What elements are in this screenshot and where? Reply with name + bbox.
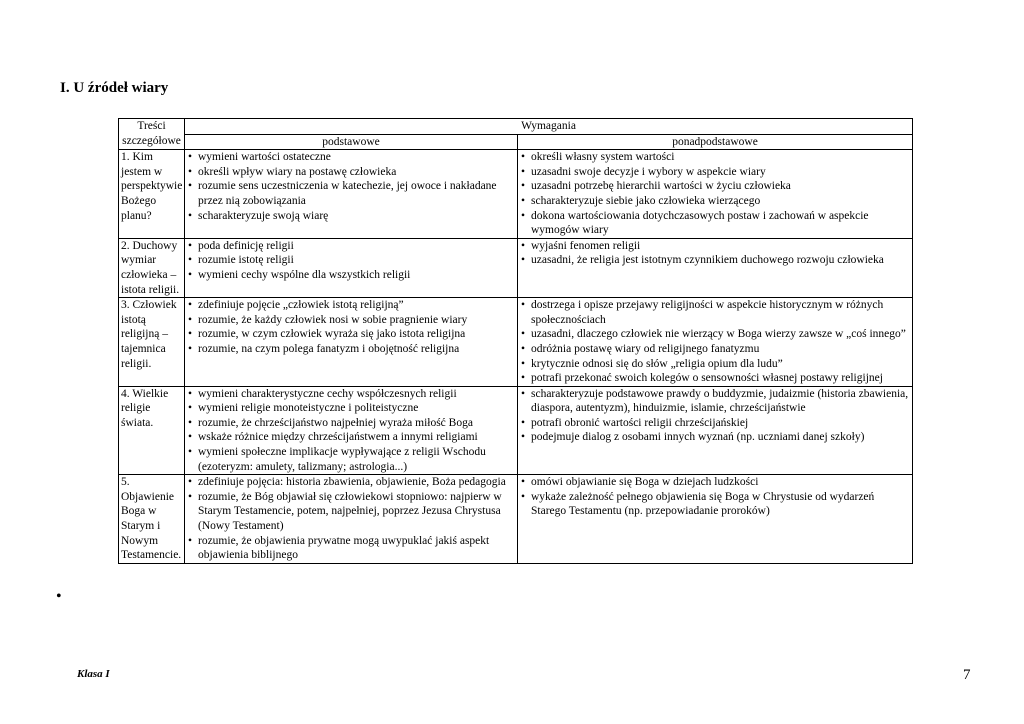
list-item: • dostrzega i opisze przejawy religijności w aspekcie historycznym w różnych społecznościach [520, 298, 910, 327]
list-item: • omówi objawianie się Boga w dziejach ludzkości [520, 475, 910, 490]
list-item: • wymieni cechy wspólne dla wszystkich religii [187, 268, 515, 283]
list-item: • zdefiniuje pojęcia: historia zbawienia, objawienie, Boża pedagogia [187, 475, 515, 490]
table-row [119, 238, 913, 297]
table-row [119, 150, 913, 239]
header-wymagania: Wymagania [185, 119, 913, 135]
advanced-cell [518, 386, 913, 475]
advanced-cell [518, 150, 913, 239]
list-item: • wymieni religie monoteistyczne i politeistyczne [187, 401, 515, 416]
advanced-cell [518, 298, 913, 387]
list-item: • uzasadni potrzebę hierarchii wartości w życiu człowieka [520, 179, 910, 194]
topic-cell: 2. Duchowy wymiar człowieka – istota religii. [119, 238, 185, 297]
header-podstawowe: podstawowe [185, 134, 518, 150]
basic-cell [185, 298, 518, 387]
advanced-cell [518, 475, 913, 564]
list-item: • potrafi obronić wartości religii chrześcijańskiej [520, 416, 910, 431]
list-item: • rozumie, na czym polega fanatyzm i obojętność religijna [187, 342, 515, 357]
list-item: • odróżnia postawę wiary od religijnego fanatyzmu [520, 342, 910, 357]
table-subheader-row [119, 134, 913, 150]
list-item: • krytycznie odnosi się do słów „religia opium dla ludu” [520, 357, 910, 372]
header-ponadpodstawowe: ponadpodstawowe [518, 134, 913, 150]
list-item: • zdefiniuje pojęcie „człowiek istotą religijną” [187, 298, 515, 313]
list-item: • określi własny system wartości [520, 150, 910, 165]
list-item: • scharakteryzuje podstawowe prawdy o buddyzmie, judaizmie (historia zbawienia, diaspora, autentyzm), hinduizmie, islamie, chrześcijaństwie [520, 387, 910, 416]
section-heading: I. U źródeł wiary [60, 80, 169, 96]
list-item: • poda definicję religii [187, 239, 515, 254]
list-item: • rozumie, że każdy człowiek nosi w sobie pragnienie wiary [187, 313, 515, 328]
table-header-row [119, 119, 913, 135]
basic-cell [185, 386, 518, 475]
topic-cell: 4. Wielkie religie świata. [119, 386, 185, 475]
list-item: • rozumie, że objawienia prywatne mogą uwypuklać jakiś aspekt objawienia biblijnego [187, 534, 515, 563]
list-item: • rozumie, że chrześcijaństwo najpełniej wyraża miłość Boga [187, 416, 515, 431]
list-item: • wskaże różnice między chrześcijaństwem a innymi religiami [187, 430, 515, 445]
list-item: • rozumie istotę religii [187, 253, 515, 268]
advanced-cell [518, 238, 913, 297]
list-item: • dokona wartościowania dotychczasowych postaw i zachowań w aspekcie wymogów wiary [520, 209, 910, 238]
list-item: • uzasadni, dlaczego człowiek nie wierzący w Boga wierzy zawsze w „coś innego” [520, 327, 910, 342]
basic-cell [185, 150, 518, 239]
requirements-table [118, 118, 913, 564]
list-item: • potrafi przekonać swoich kolegów o sensowności własnej postawy religijnej [520, 371, 910, 386]
footer-class-label: Klasa I [77, 668, 110, 680]
page-number: 7 [963, 667, 971, 683]
topic-cell: 3. Człowiek istotą religijną – tajemnica religii. [119, 298, 185, 387]
topic-cell: 1. Kim jestem w perspektywie Bożego planu? [119, 150, 185, 239]
table-row [119, 386, 913, 475]
list-item: • scharakteryzuje siebie jako człowieka wierzącego [520, 194, 910, 209]
list-item: • podejmuje dialog z osobami innych wyznań (np. uczniami danej szkoły) [520, 430, 910, 445]
table-row [119, 475, 913, 564]
list-item: • wyjaśni fenomen religii [520, 239, 910, 254]
list-item: • rozumie, że Bóg objawiał się człowiekowi stopniowo: najpierw w Starym Testamencie, potem, najpełniej, poprzez Jezusa Chrystusa (Nowy Testament) [187, 490, 515, 534]
basic-cell [185, 238, 518, 297]
list-item: • uzasadni swoje decyzje i wybory w aspekcie wiary [520, 165, 910, 180]
list-item: • określi wpływ wiary na postawę człowieka [187, 165, 515, 180]
list-item: • scharakteryzuje swoją wiarę [187, 209, 515, 224]
list-item: • wymieni społeczne implikacje wypływające z religii Wschodu (ezoteryzm: amulety, talizmany; astrologia...) [187, 445, 515, 474]
basic-cell [185, 475, 518, 564]
header-tresci: Treści szczegółowe [119, 119, 185, 150]
list-item: • rozumie, w czym człowiek wyraża się jako istota religijna [187, 327, 515, 342]
list-item: • uzasadni, że religia jest istotnym czynnikiem duchowego rozwoju człowieka [520, 253, 910, 268]
bullet-icon: • [56, 588, 62, 605]
list-item: • wymieni charakterystyczne cechy współczesnych religii [187, 387, 515, 402]
list-item: • wykaże zależność pełnego objawienia się Boga w Chrystusie od wydarzeń Starego Testamentu (np. przepowiadanie proroków) [520, 490, 910, 519]
list-item: • wymieni wartości ostateczne [187, 150, 515, 165]
table-row [119, 298, 913, 387]
topic-cell: 5. Objawienie Boga w Starym i Nowym Testamencie. [119, 475, 185, 564]
list-item: • rozumie sens uczestniczenia w katechezie, jej owoce i nakładane przez nią zobowiązania [187, 179, 515, 208]
